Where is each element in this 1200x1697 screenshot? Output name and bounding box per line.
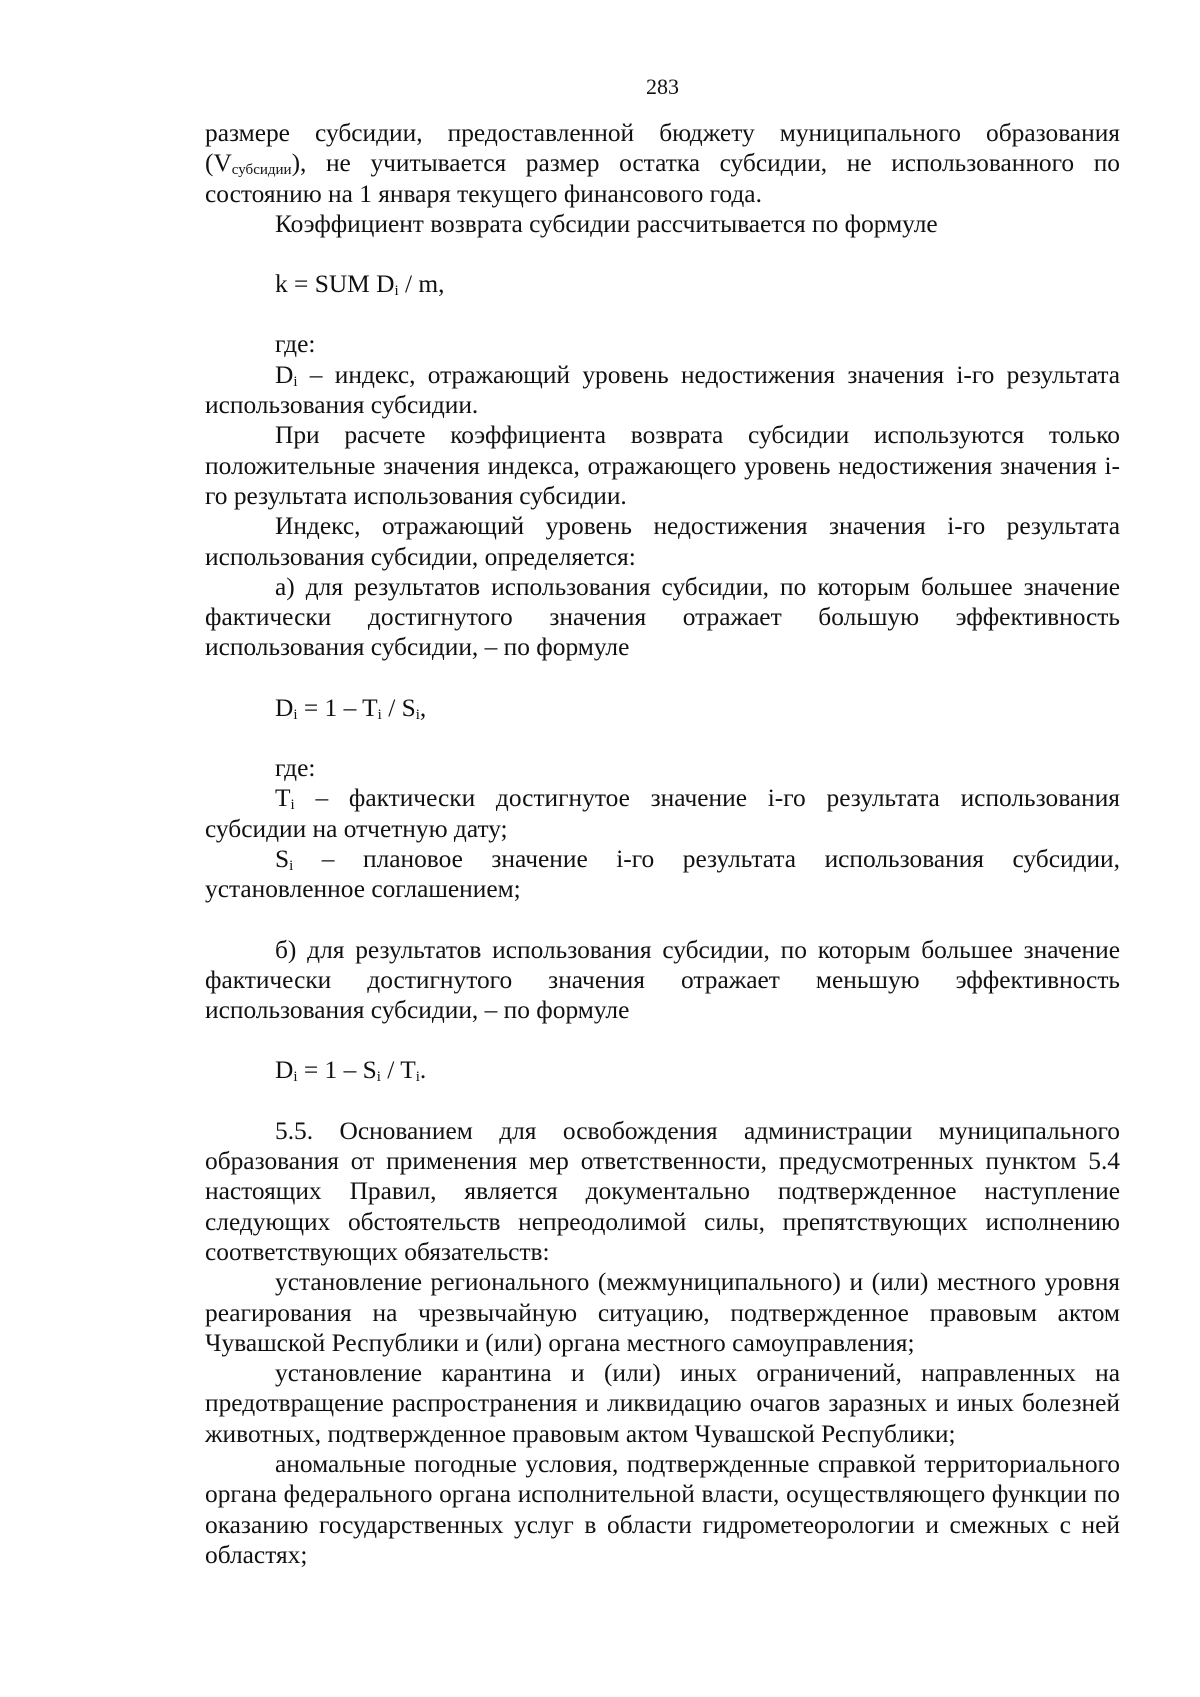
definition-s: $S_i$ – плановое значение i-го результата использования субсидии, установленное соглашением;	[205, 844, 1120, 904]
paragraph-coefficient-intro: Коэффициент возврата субсидии рассчитывается по формуле	[275, 209, 938, 238]
document-body	[205, 118, 1120, 1570]
formula-d-case-b: $D_i = 1 - S_i / T_i$.	[275, 1056, 427, 1086]
paragraph-case-a: а) для результатов использования субсидии, по которым большее значение фактически достигнутого значения отражает большую эффективность использования субсидии, – по формуле	[205, 572, 1120, 662]
paragraph-case-b: б) для результатов использования субсидии, по которым большее значение фактически достигнутого значения отражает меньшую эффективность использования субсидии, – по формуле	[205, 935, 1120, 1025]
paragraph-quarantine: установление карантина и (или) иных ограничений, направленных на предотвращение распространения и ликвидацию очагов заразных и иных болезней животных, подтвержденное правовым актом Чувашской Республики;	[205, 1359, 1120, 1448]
paragraph-section-5-5: 5.5. Основанием для освобождения администрации муниципального образования от применения мер ответственности, предусмотренных пунктом 5.4 настоящих Правил, является документально подтвержденное наступление следующих обстоятельств непреодолимой силы, препятствующих исполнению соответствующих обязательств:	[205, 1116, 1120, 1266]
formula-k: k = SUM $D_i$ / m,	[275, 270, 445, 300]
paragraph-emergency-level: установление регионального (межмуниципального) и (или) местного уровня реагирования на чрезвычайную ситуацию, подтвержденное правовым актом Чувашской Республики и (или) органа местного самоуправления;	[205, 1268, 1120, 1357]
definition-d: $D_i$ – индекс, отражающий уровень недостижения значения i-го результата использования субсидии.	[205, 360, 1120, 420]
label-where-1: где:	[275, 330, 316, 359]
paragraph-subsidy-size: размере субсидии, предоставленной бюджету муниципального образования $(V_{субсидии})$, не учитывается размер остатка субсидии, не использованного по состоянию на 1 января текущего финансового года.	[205, 119, 1120, 208]
paragraph-weather: аномальные погодные условия, подтвержденные справкой территориального органа федерального органа исполнительной власти, осуществляющего функции по оказанию государственных услуг в области гидрометеорологии и смежных с ней областях;	[205, 1449, 1120, 1569]
paragraph-positive-values: При расчете коэффициента возврата субсидии используются только положительные значения индекса, отражающего уровень недостижения значения i-го результата использования субсидии.	[205, 421, 1120, 510]
label-where-2: где:	[275, 754, 316, 783]
formula-d-case-a: $D_i = 1 - T_i / S_i$,	[275, 693, 427, 723]
definition-t: $T_i$ – фактически достигнутое значение i-го результата использования субсидии на отчетную дату;	[205, 784, 1120, 843]
page-number: 283	[646, 74, 679, 99]
paragraph-index-determined: Индекс, отражающий уровень недостижения значения i-го результата использования субсидии, определяется:	[205, 512, 1120, 571]
